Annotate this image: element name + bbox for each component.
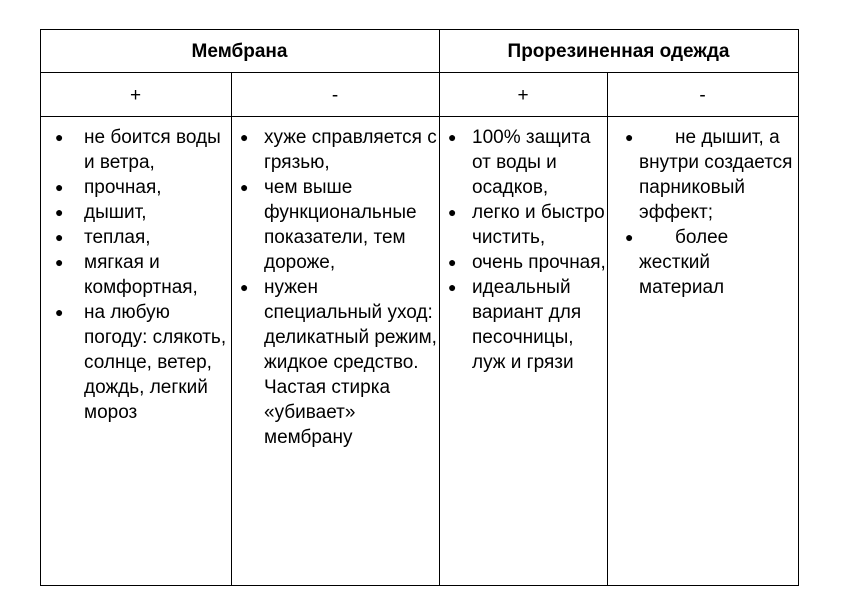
list-item: ● дышит,: [55, 202, 147, 223]
table-border-bottom: [40, 585, 799, 586]
list-item: ● 100% защита от воды и осадков,: [448, 127, 591, 198]
list-item: ● на любую погоду: слякоть, солнце, ветер, дождь, легкий мороз: [55, 302, 227, 423]
bullet-icon: ●: [448, 129, 457, 145]
bullet-icon: ●: [448, 204, 457, 220]
bullet-icon: ●: [448, 279, 457, 295]
bullet-icon: ●: [55, 179, 64, 195]
membrane-cons-list: [240, 125, 440, 450]
list-item: ● легко и быстро чистить,: [448, 202, 605, 248]
subheader-membrane-minus: -: [331, 85, 339, 106]
bullet-icon: ●: [240, 179, 249, 195]
bullet-icon: ●: [240, 129, 249, 145]
bullet-icon: ●: [625, 229, 634, 245]
table-border-top: [40, 29, 799, 30]
bullet-icon: ●: [625, 129, 634, 145]
list-item: ● мягкая и комфортная,: [55, 252, 198, 298]
rubber-pros-list: [448, 125, 608, 375]
bullet-icon: ●: [55, 304, 64, 320]
list-item: ● чем выше функциональные показатели, тем дороже,: [240, 177, 417, 273]
subheader-rubber-plus: +: [517, 85, 529, 106]
list-item: ● более жесткий материал: [625, 227, 729, 298]
header-membrane: Мембрана: [191, 41, 288, 62]
list-item: ● хуже справляется с грязью,: [240, 127, 437, 173]
table-border-left: [40, 29, 41, 586]
subheader-divider: [40, 116, 799, 117]
membrane-pros-list: [55, 125, 235, 425]
subheader-rubber-minus: -: [699, 85, 706, 106]
bullet-icon: ●: [240, 279, 249, 295]
list-item: ● идеальный вариант для песочницы, луж и грязи: [448, 277, 582, 373]
list-item: ● не дышит, а внутри создается парниковый эффект;: [625, 127, 793, 223]
list-item: ● нужен специальный уход: деликатный режим, жидкое средство. Частая стирка «убивает» мембрану: [240, 277, 437, 448]
bullet-icon: ●: [448, 254, 457, 270]
bullet-icon: ●: [55, 129, 64, 145]
rubber-cons-list: [615, 125, 793, 300]
list-item: ● очень прочная,: [448, 252, 606, 273]
header-divider: [40, 72, 799, 73]
table-border-right: [798, 29, 799, 586]
bullet-icon: ●: [55, 204, 64, 220]
list-item: ● не боится воды и ветра,: [55, 127, 221, 173]
list-item: ● теплая,: [55, 227, 151, 248]
bullet-icon: ●: [55, 254, 64, 270]
subheader-membrane-plus: +: [129, 85, 142, 106]
bullet-icon: ●: [55, 229, 64, 245]
header-rubber-clothing: Прорезиненная одежда: [507, 41, 730, 62]
list-item: ● прочная,: [55, 177, 162, 198]
